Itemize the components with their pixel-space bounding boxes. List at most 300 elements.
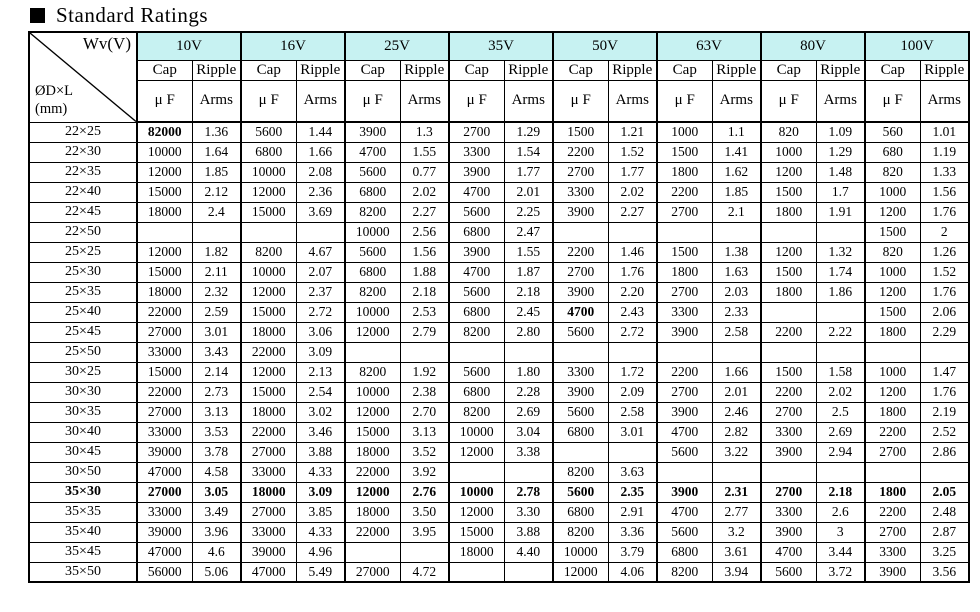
ripple-value-cell: 1.58	[816, 362, 865, 382]
cap-value-cell	[761, 302, 816, 322]
cap-value-cell: 3900	[657, 402, 712, 422]
ripple-value-cell: 3.88	[504, 522, 553, 542]
cap-value-cell	[657, 462, 712, 482]
size-cell: 25×45	[29, 322, 137, 342]
cap-value-cell: 4700	[345, 142, 400, 162]
size-cell: 25×30	[29, 262, 137, 282]
ripple-value-cell: 1.09	[816, 122, 865, 142]
cap-value-cell	[449, 562, 504, 582]
ripple-value-cell: 3.78	[192, 442, 241, 462]
cap-value-cell: 3900	[657, 322, 712, 342]
size-cell: 25×50	[29, 342, 137, 362]
cap-value-cell: 18000	[345, 442, 400, 462]
cap-value-cell: 1800	[657, 262, 712, 282]
voltage-header-63v: 63V	[657, 32, 761, 60]
cap-value-cell: 15000	[241, 302, 296, 322]
table-row-30x35	[29, 402, 969, 422]
cap-value-cell: 1800	[865, 482, 920, 502]
cap-value-cell: 6800	[241, 142, 296, 162]
cap-value-cell	[761, 462, 816, 482]
ripple-value-cell: 3.88	[296, 442, 345, 462]
cap-value-cell: 10000	[449, 422, 504, 442]
ripple-value-cell	[920, 342, 969, 362]
cap-value-cell: 22000	[137, 302, 192, 322]
cap-value-cell: 1000	[761, 142, 816, 162]
ripple-value-cell	[504, 562, 553, 582]
cap-value-cell: 6800	[449, 222, 504, 242]
cap-value-cell: 2200	[553, 242, 608, 262]
cap-value-cell: 22000	[345, 522, 400, 542]
ripple-value-cell: 1.48	[816, 162, 865, 182]
ripple-value-cell: 3.56	[920, 562, 969, 582]
ripple-value-cell: 2.37	[296, 282, 345, 302]
ripple-value-cell	[504, 462, 553, 482]
cap-value-cell: 1000	[865, 262, 920, 282]
cap-header-63v: Cap	[657, 60, 712, 80]
cap-value-cell: 18000	[241, 322, 296, 342]
table-row-25x45	[29, 322, 969, 342]
ripple-value-cell: 2.48	[920, 502, 969, 522]
corner-size-label	[35, 82, 73, 118]
cap-value-cell: 8200	[449, 402, 504, 422]
ripple-value-cell: 1.19	[920, 142, 969, 162]
cap-value-cell: 1500	[865, 302, 920, 322]
cap-value-cell: 10000	[137, 142, 192, 162]
cap-value-cell: 15000	[345, 422, 400, 442]
cap-header-25v: Cap	[345, 60, 400, 80]
size-cell: 22×25	[29, 122, 137, 142]
cap-value-cell: 15000	[241, 202, 296, 222]
ripple-value-cell: 2.08	[296, 162, 345, 182]
cap-value-cell: 3900	[761, 522, 816, 542]
black-square-bullet-icon	[30, 8, 45, 23]
cap-value-cell: 2200	[553, 142, 608, 162]
ripple-value-cell: 2.36	[296, 182, 345, 202]
cap-value-cell: 2700	[761, 402, 816, 422]
ripple-value-cell: 1.76	[920, 282, 969, 302]
cap-value-cell: 1800	[865, 322, 920, 342]
table-row-22x40	[29, 182, 969, 202]
cap-value-cell: 18000	[137, 282, 192, 302]
cap-value-cell: 1200	[761, 242, 816, 262]
table-row-25x25	[29, 242, 969, 262]
cap-value-cell: 5600	[553, 482, 608, 502]
ripple-value-cell	[712, 342, 761, 362]
cap-value-cell: 15000	[137, 362, 192, 382]
ripple-value-cell: 2.02	[400, 182, 449, 202]
ripple-value-cell: 2.59	[192, 302, 241, 322]
ripple-value-cell: 1.77	[608, 162, 657, 182]
cap-value-cell: 3900	[761, 442, 816, 462]
ripple-value-cell: 3.04	[504, 422, 553, 442]
ripple-value-cell: 3.09	[296, 482, 345, 502]
cap-value-cell: 47000	[241, 562, 296, 582]
cap-value-cell: 22000	[241, 422, 296, 442]
ripple-value-cell: 1.55	[400, 142, 449, 162]
ripple-value-cell: 1.26	[920, 242, 969, 262]
ripple-value-cell: 1.7	[816, 182, 865, 202]
cap-value-cell: 12000	[137, 162, 192, 182]
ripple-value-cell: 2.01	[504, 182, 553, 202]
ripple-value-cell: 3.95	[400, 522, 449, 542]
cap-value-cell: 4700	[657, 422, 712, 442]
cap-value-cell: 560	[865, 122, 920, 142]
ripple-unit-25v: Arms	[400, 80, 449, 122]
cap-value-cell: 1500	[865, 222, 920, 242]
size-cell: 35×30	[29, 482, 137, 502]
table-row-35x45	[29, 542, 969, 562]
cap-value-cell: 1000	[657, 122, 712, 142]
table-row-35x35	[29, 502, 969, 522]
ripple-value-cell	[816, 462, 865, 482]
size-cell: 30×25	[29, 362, 137, 382]
cap-value-cell: 33000	[137, 502, 192, 522]
cap-value-cell: 2700	[553, 262, 608, 282]
cap-value-cell: 820	[761, 122, 816, 142]
cap-header-16v: Cap	[241, 60, 296, 80]
ripple-value-cell: 2.18	[400, 282, 449, 302]
ripple-value-cell: 1.76	[920, 382, 969, 402]
page-title: Standard Ratings	[56, 3, 209, 27]
ripple-header-25v: Ripple	[400, 60, 449, 80]
ripple-value-cell: 2.58	[608, 402, 657, 422]
ripple-value-cell: 1.41	[712, 142, 761, 162]
cap-value-cell: 2200	[865, 502, 920, 522]
cap-value-cell: 18000	[449, 542, 504, 562]
cap-value-cell: 3300	[865, 542, 920, 562]
cap-header-35v: Cap	[449, 60, 504, 80]
cap-value-cell: 2200	[657, 182, 712, 202]
table-row-22x30	[29, 142, 969, 162]
table-row-35x50	[29, 562, 969, 582]
cap-value-cell	[865, 462, 920, 482]
ripple-value-cell: 1.86	[816, 282, 865, 302]
cap-value-cell: 15000	[449, 522, 504, 542]
ripple-value-cell: 2.29	[920, 322, 969, 342]
ripple-value-cell: 2.09	[608, 382, 657, 402]
ripple-value-cell: 2.82	[712, 422, 761, 442]
cap-value-cell: 1200	[761, 162, 816, 182]
ripple-value-cell: 1.91	[816, 202, 865, 222]
ripple-value-cell	[608, 222, 657, 242]
cap-value-cell: 1200	[865, 282, 920, 302]
ripple-value-cell: 1.76	[608, 262, 657, 282]
cap-value-cell: 6800	[449, 302, 504, 322]
ripple-value-cell: 1.64	[192, 142, 241, 162]
cap-unit-10v: μ F	[137, 80, 192, 122]
ripple-value-cell: 1.87	[504, 262, 553, 282]
cap-value-cell: 27000	[137, 322, 192, 342]
cap-value-cell: 5600	[553, 402, 608, 422]
cap-value-cell: 2700	[657, 282, 712, 302]
cap-value-cell: 2200	[761, 322, 816, 342]
ripple-value-cell: 1.82	[192, 242, 241, 262]
ripple-value-cell	[712, 462, 761, 482]
cap-value-cell: 3900	[553, 382, 608, 402]
ripple-value-cell: 1.1	[712, 122, 761, 142]
cap-value-cell: 10000	[345, 382, 400, 402]
cap-value-cell: 3900	[345, 122, 400, 142]
ripple-unit-63v: Arms	[712, 80, 761, 122]
ripple-unit-35v: Arms	[504, 80, 553, 122]
ripple-value-cell: 1.3	[400, 122, 449, 142]
cap-value-cell: 18000	[345, 502, 400, 522]
cap-value-cell	[241, 222, 296, 242]
ripple-value-cell	[608, 442, 657, 462]
cap-value-cell: 27000	[241, 502, 296, 522]
table-row-25x40	[29, 302, 969, 322]
cap-value-cell: 4700	[553, 302, 608, 322]
ripple-value-cell: 0.77	[400, 162, 449, 182]
ripple-header-10v: Ripple	[192, 60, 241, 80]
ripple-value-cell	[504, 342, 553, 362]
cap-value-cell: 10000	[345, 222, 400, 242]
size-cell: 30×40	[29, 422, 137, 442]
cap-value-cell: 10000	[241, 162, 296, 182]
ripple-value-cell: 2.43	[608, 302, 657, 322]
ripple-value-cell: 1.29	[816, 142, 865, 162]
ripple-value-cell: 3.94	[712, 562, 761, 582]
ripple-value-cell: 5.06	[192, 562, 241, 582]
cap-value-cell: 8200	[553, 462, 608, 482]
ripple-value-cell: 2.53	[400, 302, 449, 322]
cap-value-cell: 12000	[137, 242, 192, 262]
ripple-value-cell: 1.21	[608, 122, 657, 142]
cap-value-cell: 5600	[761, 562, 816, 582]
ripple-value-cell: 3.38	[504, 442, 553, 462]
ripple-value-cell: 1.76	[920, 202, 969, 222]
ripple-value-cell: 1.36	[192, 122, 241, 142]
ripple-value-cell: 2.19	[920, 402, 969, 422]
ripple-unit-80v: Arms	[816, 80, 865, 122]
ripple-value-cell: 2.52	[920, 422, 969, 442]
size-cell: 25×40	[29, 302, 137, 322]
ripple-value-cell: 3.46	[296, 422, 345, 442]
cap-value-cell: 1500	[761, 182, 816, 202]
cap-value-cell: 2700	[865, 522, 920, 542]
ripple-value-cell	[816, 302, 865, 322]
size-cell: 30×50	[29, 462, 137, 482]
ripple-value-cell: 3.85	[296, 502, 345, 522]
ripple-value-cell: 3.25	[920, 542, 969, 562]
cap-value-cell: 820	[865, 242, 920, 262]
cap-unit-63v: μ F	[657, 80, 712, 122]
cap-value-cell	[657, 342, 712, 362]
cap-value-cell	[345, 542, 400, 562]
cap-unit-80v: μ F	[761, 80, 816, 122]
ripple-value-cell: 2.03	[712, 282, 761, 302]
voltage-header-10v: 10V	[137, 32, 241, 60]
ripple-value-cell: 2.13	[296, 362, 345, 382]
ripple-value-cell: 2.58	[712, 322, 761, 342]
cap-value-cell: 3900	[449, 242, 504, 262]
cap-header-80v: Cap	[761, 60, 816, 80]
cap-unit-50v: μ F	[553, 80, 608, 122]
ripple-unit-10v: Arms	[192, 80, 241, 122]
cap-value-cell	[761, 222, 816, 242]
ripple-value-cell: 2.78	[504, 482, 553, 502]
ripple-value-cell	[192, 222, 241, 242]
cap-value-cell: 1500	[761, 362, 816, 382]
ripple-value-cell: 2.73	[192, 382, 241, 402]
cap-value-cell: 5600	[657, 522, 712, 542]
cap-value-cell: 6800	[345, 262, 400, 282]
cap-value-cell: 56000	[137, 562, 192, 582]
cap-value-cell: 2700	[657, 382, 712, 402]
ripple-value-cell	[608, 342, 657, 362]
ripple-value-cell: 3.69	[296, 202, 345, 222]
ripple-value-cell: 2.06	[920, 302, 969, 322]
ripple-value-cell: 3	[816, 522, 865, 542]
voltage-header-25v: 25V	[345, 32, 449, 60]
cap-unit-100v: μ F	[865, 80, 920, 122]
cap-value-cell: 5600	[449, 362, 504, 382]
ripple-value-cell: 3.05	[192, 482, 241, 502]
ripple-value-cell: 2.56	[400, 222, 449, 242]
ripple-value-cell	[400, 342, 449, 362]
cap-value-cell: 39000	[137, 442, 192, 462]
ripple-value-cell: 1.54	[504, 142, 553, 162]
ripple-value-cell: 1.85	[192, 162, 241, 182]
ripple-unit-50v: Arms	[608, 80, 657, 122]
ripple-value-cell: 2.27	[400, 202, 449, 222]
ripple-value-cell: 3.52	[400, 442, 449, 462]
cap-value-cell: 820	[865, 162, 920, 182]
cap-value-cell: 3300	[761, 502, 816, 522]
ripple-value-cell: 2.72	[296, 302, 345, 322]
ripple-header-80v: Ripple	[816, 60, 865, 80]
cap-value-cell: 1200	[865, 382, 920, 402]
cap-value-cell: 27000	[345, 562, 400, 582]
cap-value-cell	[449, 462, 504, 482]
cap-value-cell: 1500	[657, 242, 712, 262]
ripple-value-cell: 1.38	[712, 242, 761, 262]
size-cell: 22×45	[29, 202, 137, 222]
size-cell: 35×50	[29, 562, 137, 582]
cap-value-cell: 47000	[137, 462, 192, 482]
cap-value-cell: 1000	[865, 182, 920, 202]
ripple-value-cell: 2.31	[712, 482, 761, 502]
cap-value-cell: 8200	[345, 362, 400, 382]
ripple-header-50v: Ripple	[608, 60, 657, 80]
cap-value-cell	[865, 342, 920, 362]
cap-unit-16v: μ F	[241, 80, 296, 122]
table-row-25x35	[29, 282, 969, 302]
ripple-value-cell: 3.02	[296, 402, 345, 422]
cap-header-10v: Cap	[137, 60, 192, 80]
table-row-25x30	[29, 262, 969, 282]
cap-value-cell	[761, 342, 816, 362]
cap-value-cell: 5600	[449, 282, 504, 302]
cap-value-cell	[137, 222, 192, 242]
cap-value-cell: 27000	[137, 482, 192, 502]
cap-value-cell: 4700	[761, 542, 816, 562]
cap-value-cell: 5600	[553, 322, 608, 342]
ripple-value-cell: 1.63	[712, 262, 761, 282]
cap-value-cell: 12000	[241, 362, 296, 382]
ripple-value-cell: 4.96	[296, 542, 345, 562]
cap-value-cell: 33000	[241, 462, 296, 482]
ripple-value-cell: 2.79	[400, 322, 449, 342]
ripple-value-cell: 2.86	[920, 442, 969, 462]
standard-ratings-table	[28, 31, 970, 583]
ripple-value-cell: 1.33	[920, 162, 969, 182]
table-row-30x40	[29, 422, 969, 442]
ripple-value-cell: 1.66	[296, 142, 345, 162]
ripple-value-cell: 3.22	[712, 442, 761, 462]
ripple-value-cell: 3.01	[608, 422, 657, 442]
cap-value-cell: 1800	[657, 162, 712, 182]
cap-value-cell: 3300	[553, 362, 608, 382]
cap-value-cell: 2700	[553, 162, 608, 182]
size-cell: 35×45	[29, 542, 137, 562]
cap-value-cell	[553, 342, 608, 362]
cap-value-cell: 2700	[761, 482, 816, 502]
cap-value-cell: 3900	[657, 482, 712, 502]
ripple-value-cell: 3.79	[608, 542, 657, 562]
size-cell: 22×30	[29, 142, 137, 162]
ripple-value-cell: 2.12	[192, 182, 241, 202]
cap-value-cell: 15000	[137, 182, 192, 202]
cap-value-cell: 39000	[241, 542, 296, 562]
table-row-30x45	[29, 442, 969, 462]
ripple-value-cell: 3.50	[400, 502, 449, 522]
ripple-value-cell: 3.63	[608, 462, 657, 482]
ripple-value-cell: 2.27	[608, 202, 657, 222]
cap-value-cell: 1800	[761, 282, 816, 302]
section-title	[30, 3, 208, 28]
cap-value-cell: 3300	[449, 142, 504, 162]
ripple-value-cell: 1.66	[712, 362, 761, 382]
ripple-value-cell	[400, 542, 449, 562]
size-cell: 22×50	[29, 222, 137, 242]
cap-value-cell: 33000	[241, 522, 296, 542]
ripple-value-cell: 3.13	[400, 422, 449, 442]
cap-value-cell: 8200	[449, 322, 504, 342]
cap-value-cell: 3900	[449, 162, 504, 182]
ripple-header-100v: Ripple	[920, 60, 969, 80]
ripple-value-cell	[712, 222, 761, 242]
ripple-value-cell: 2.70	[400, 402, 449, 422]
cap-value-cell: 6800	[553, 502, 608, 522]
ripple-value-cell: 3.13	[192, 402, 241, 422]
cap-value-cell: 6800	[449, 382, 504, 402]
ripple-value-cell: 2.35	[608, 482, 657, 502]
size-cell: 35×40	[29, 522, 137, 542]
ripple-value-cell: 2.32	[192, 282, 241, 302]
ripple-header-63v: Ripple	[712, 60, 761, 80]
ripple-value-cell: 2.80	[504, 322, 553, 342]
ripple-value-cell: 2.45	[504, 302, 553, 322]
voltage-header-16v: 16V	[241, 32, 345, 60]
ripple-value-cell: 2.91	[608, 502, 657, 522]
cap-value-cell: 18000	[241, 402, 296, 422]
ripple-value-cell: 3.96	[192, 522, 241, 542]
cap-value-cell: 4700	[657, 502, 712, 522]
cap-value-cell: 10000	[553, 542, 608, 562]
cap-value-cell: 12000	[449, 442, 504, 462]
size-cell: 30×35	[29, 402, 137, 422]
table-row-35x40	[29, 522, 969, 542]
cap-value-cell: 3300	[553, 182, 608, 202]
cap-value-cell: 3900	[865, 562, 920, 582]
ripple-value-cell: 2.28	[504, 382, 553, 402]
cap-value-cell: 12000	[241, 182, 296, 202]
ripple-value-cell: 4.67	[296, 242, 345, 262]
cap-value-cell	[345, 342, 400, 362]
ripple-value-cell: 2.87	[920, 522, 969, 542]
ripple-value-cell: 1.92	[400, 362, 449, 382]
